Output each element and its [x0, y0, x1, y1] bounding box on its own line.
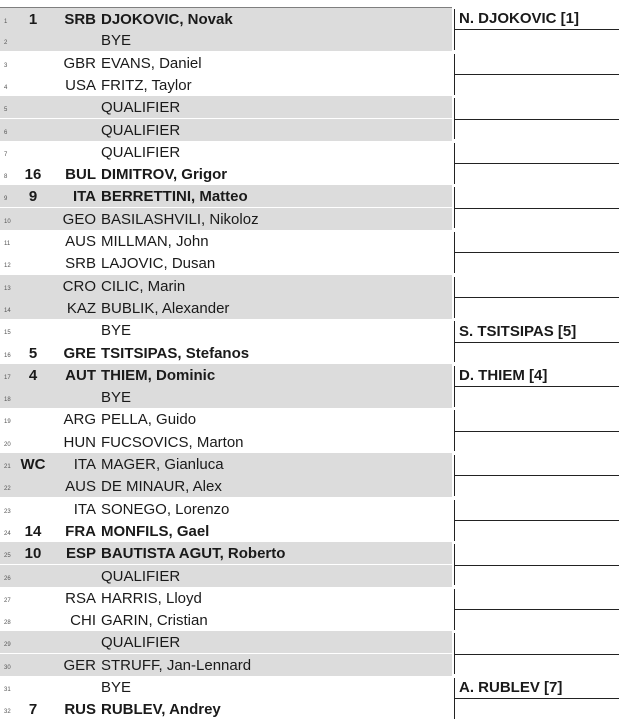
country-code: RUS — [64, 701, 96, 719]
draw-row — [0, 252, 452, 274]
player-name: STRUFF, Jan-Lennard — [101, 656, 252, 674]
player-name: HARRIS, Lloyd — [101, 589, 202, 607]
country-code: FRA — [65, 522, 96, 540]
player-name: DJOKOVIC, Novak — [101, 11, 233, 28]
draw-position-number: 3 — [4, 62, 8, 69]
player-name: DE MINAUR, Alex — [101, 478, 222, 496]
country-code: GRE — [63, 344, 96, 362]
draw-position-number: 23 — [4, 508, 11, 515]
draw-position-number: 4 — [4, 84, 8, 91]
player-name: CILIC, Marin — [101, 277, 186, 295]
country-code: USA — [65, 76, 96, 94]
winner-line — [454, 431, 619, 432]
draw-row — [0, 319, 452, 341]
country-code: ITA — [73, 456, 96, 473]
winner-line — [454, 475, 619, 476]
country-code: GEO — [62, 210, 96, 228]
draw-position-number: 5 — [4, 107, 8, 114]
country-code: SRB — [65, 255, 96, 273]
round-winner-name: A. RUBLEV [7] — [459, 679, 563, 696]
draw-row — [0, 342, 452, 364]
winner-line — [454, 342, 619, 343]
draw-position-number: 14 — [4, 307, 11, 314]
draw-position-number: 17 — [4, 374, 11, 381]
draw-position-number: 24 — [4, 530, 11, 537]
player-name: QUALIFIER — [101, 99, 181, 117]
draw-position-number: 8 — [4, 174, 8, 181]
draw-row — [0, 431, 452, 453]
round-winner-name: D. THIEM [4] — [459, 367, 548, 384]
draw-position-number: 21 — [4, 464, 11, 470]
winner-line — [454, 208, 619, 209]
draw-position-number: 18 — [4, 397, 11, 404]
player-name: EVANS, Daniel — [101, 54, 202, 72]
seed-label: 16 — [24, 166, 42, 184]
winner-line — [454, 74, 619, 75]
country-code: HUN — [63, 433, 96, 451]
country-code: ARG — [63, 411, 96, 429]
winner-line — [454, 654, 619, 655]
player-name: BERRETTINI, Matteo — [101, 188, 248, 206]
draw-row — [0, 542, 452, 564]
player-name: BYE — [101, 679, 132, 696]
country-code: SRB — [64, 11, 96, 28]
winner-line — [454, 609, 619, 610]
seed-label: 9 — [28, 188, 38, 206]
round-winner-name: N. DJOKOVIC [1] — [459, 10, 580, 27]
draw-row — [0, 230, 452, 252]
draw-row — [0, 29, 452, 51]
draw-position-number: 29 — [4, 642, 11, 649]
country-code: CRO — [62, 277, 96, 295]
draw-position-number: 27 — [4, 597, 11, 604]
draw-row — [0, 565, 452, 587]
player-name: RUBLEV, Andrey — [101, 701, 221, 719]
draw-row — [0, 208, 452, 230]
draw-row — [0, 74, 452, 96]
draw-row — [0, 141, 452, 163]
player-name: FUCSOVICS, Marton — [101, 433, 244, 451]
seed-label: 10 — [24, 545, 42, 563]
country-code: ITA — [73, 500, 96, 518]
seed-label: 14 — [24, 522, 42, 540]
seed-label: 4 — [28, 366, 38, 384]
player-name: DIMITROV, Grigor — [101, 166, 228, 184]
player-name: BYE — [101, 322, 132, 340]
player-name: QUALIFIER — [101, 143, 181, 161]
player-name: MAGER, Gianluca — [101, 456, 224, 473]
draw-row — [0, 631, 452, 653]
draw-position-number: 1 — [4, 19, 8, 25]
winner-line — [454, 29, 619, 30]
player-name: QUALIFIER — [101, 567, 181, 585]
draw-position-number: 6 — [4, 129, 8, 136]
draw-row — [0, 275, 452, 297]
player-name: BYE — [101, 389, 132, 407]
draw-position-number: 31 — [4, 687, 11, 693]
draw-row — [0, 163, 452, 185]
draw-row — [0, 453, 452, 475]
draw-row — [0, 654, 452, 676]
draw-row — [0, 386, 452, 408]
winner-line — [454, 163, 619, 164]
draw-position-number: 2 — [4, 40, 8, 47]
draw-position-number: 7 — [4, 151, 8, 158]
draw-position-number: 30 — [4, 664, 11, 671]
country-code: GER — [63, 656, 96, 674]
winner-line — [454, 119, 619, 120]
player-name: PELLA, Guido — [101, 411, 197, 429]
draw-position-number: 13 — [4, 285, 11, 292]
winner-line — [454, 565, 619, 566]
draw-row — [0, 609, 452, 631]
draw-position-number: 12 — [4, 263, 11, 270]
player-name: MONFILS, Gael — [101, 522, 210, 540]
country-code: CHI — [70, 612, 96, 630]
draw-position-number: 20 — [4, 441, 11, 448]
draw-position-number: 9 — [4, 196, 8, 203]
draw-position-number: 32 — [4, 709, 11, 716]
player-name: BUBLIK, Alexander — [101, 299, 230, 317]
seed-label: 1 — [28, 11, 38, 28]
country-code: GBR — [63, 54, 96, 72]
draw-row — [0, 96, 452, 118]
draw-position-number: 10 — [4, 218, 11, 225]
winner-line — [454, 698, 619, 699]
country-code: AUS — [65, 478, 96, 496]
country-code: AUS — [65, 233, 96, 250]
draw-row — [0, 408, 452, 430]
draw-row — [0, 119, 452, 141]
draw-row — [0, 364, 452, 386]
country-code: RSA — [65, 589, 96, 607]
player-name: MILLMAN, John — [101, 233, 209, 250]
draw-position-number: 16 — [4, 352, 11, 359]
draw-row — [0, 475, 452, 497]
winner-line — [454, 297, 619, 298]
draw-row — [0, 587, 452, 609]
player-name: GARIN, Cristian — [101, 612, 208, 630]
player-name: THIEM, Dominic — [101, 366, 216, 384]
draw-position-number: 22 — [4, 486, 11, 493]
draw-row — [0, 297, 452, 319]
draw-row — [0, 52, 452, 74]
player-name: LAJOVIC, Dusan — [101, 255, 216, 273]
player-name: BASILASHVILI, Nikoloz — [101, 210, 259, 228]
country-code: ITA — [72, 188, 96, 206]
country-code: BUL — [65, 166, 96, 184]
player-name: SONEGO, Lorenzo — [101, 500, 230, 518]
draw-position-number: 26 — [4, 575, 11, 582]
seed-label: 5 — [28, 344, 38, 362]
draw-position-number: 15 — [4, 330, 11, 337]
draw-row — [0, 7, 452, 29]
draw-position-number: 11 — [4, 241, 11, 247]
seed-label: 7 — [28, 701, 38, 719]
country-code: KAZ — [66, 299, 96, 317]
country-code: AUT — [65, 366, 96, 384]
draw-position-number: 19 — [4, 419, 11, 426]
player-name: BYE — [101, 32, 132, 50]
player-name: QUALIFIER — [101, 121, 181, 139]
player-name: QUALIFIER — [101, 634, 181, 652]
draw-row — [0, 498, 452, 520]
round-winner-name: S. TSITSIPAS [5] — [459, 323, 577, 340]
player-name: TSITSIPAS, Stefanos — [101, 344, 250, 362]
draw-row — [0, 520, 452, 542]
draw-position-number: 25 — [4, 553, 11, 560]
draw-row — [0, 676, 452, 698]
winner-line — [454, 252, 619, 253]
draw-row — [0, 185, 452, 207]
winner-line — [454, 520, 619, 521]
player-name: BAUTISTA AGUT, Roberto — [101, 545, 286, 563]
country-code: ESP — [65, 545, 96, 563]
draw-position-number: 28 — [4, 620, 11, 627]
winner-line — [454, 386, 619, 387]
player-name: FRITZ, Taylor — [101, 76, 192, 94]
seed-label: WC — [20, 456, 46, 473]
